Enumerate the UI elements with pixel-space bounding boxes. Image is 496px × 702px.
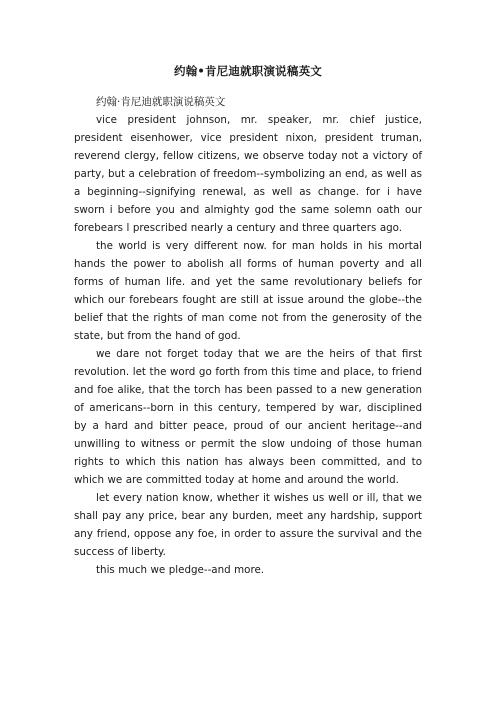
paragraph-4: let every nation know, whether it wishes us well or ill, that we shall pay any price, bear any burden, meet any hardship, support any friend, oppose any foe, in order to assure the survival and the success of liberty. [74,492,422,558]
document-title: 约翰•肯尼迪就职演说稿英文 [174,64,322,78]
paragraph-1: vice president johnson, mr. speaker, mr. chief justice, president eisenhower, vice president nixon, president truman, reverend clergy, fellow citizens, we observe today not a victory of party, but a celebration of freedom--symbolizing an end, as well as a beginning--signifying renewal, as well as change. for i have sworn i before you and almighty god the same solemn oath our forebears l prescribed nearly a century and three quarters ago. [74,114,422,234]
paragraph-5: this much we pledge--and more. [96,564,265,576]
paragraph-3: we dare not forget today that we are the heirs of that first revolution. let the word go forth from this time and place, to friend and foe alike, that the torch has been passed to a new generation of americans--born in this century, tempered by war, disciplined by a hard and bitter peace, proud of our ancient heritage--and unwilling to witness or permit the slow undoing of those human rights to which this nation has always been committed, and to which we are committed today at home and around the world. [74,348,422,486]
document-subtitle: 约翰·肯尼迪就职演说稿英文 [96,96,226,108]
paragraph-2: the world is very different now. for man holds in his mortal hands the power to abolish all forms of human poverty and all forms of human life. and yet the same revolutionary beliefs for which our forebears fought are still at issue around the globe--the belief that the rights of man come not from the generosity of the state, but from the hand of god. [74,240,422,342]
